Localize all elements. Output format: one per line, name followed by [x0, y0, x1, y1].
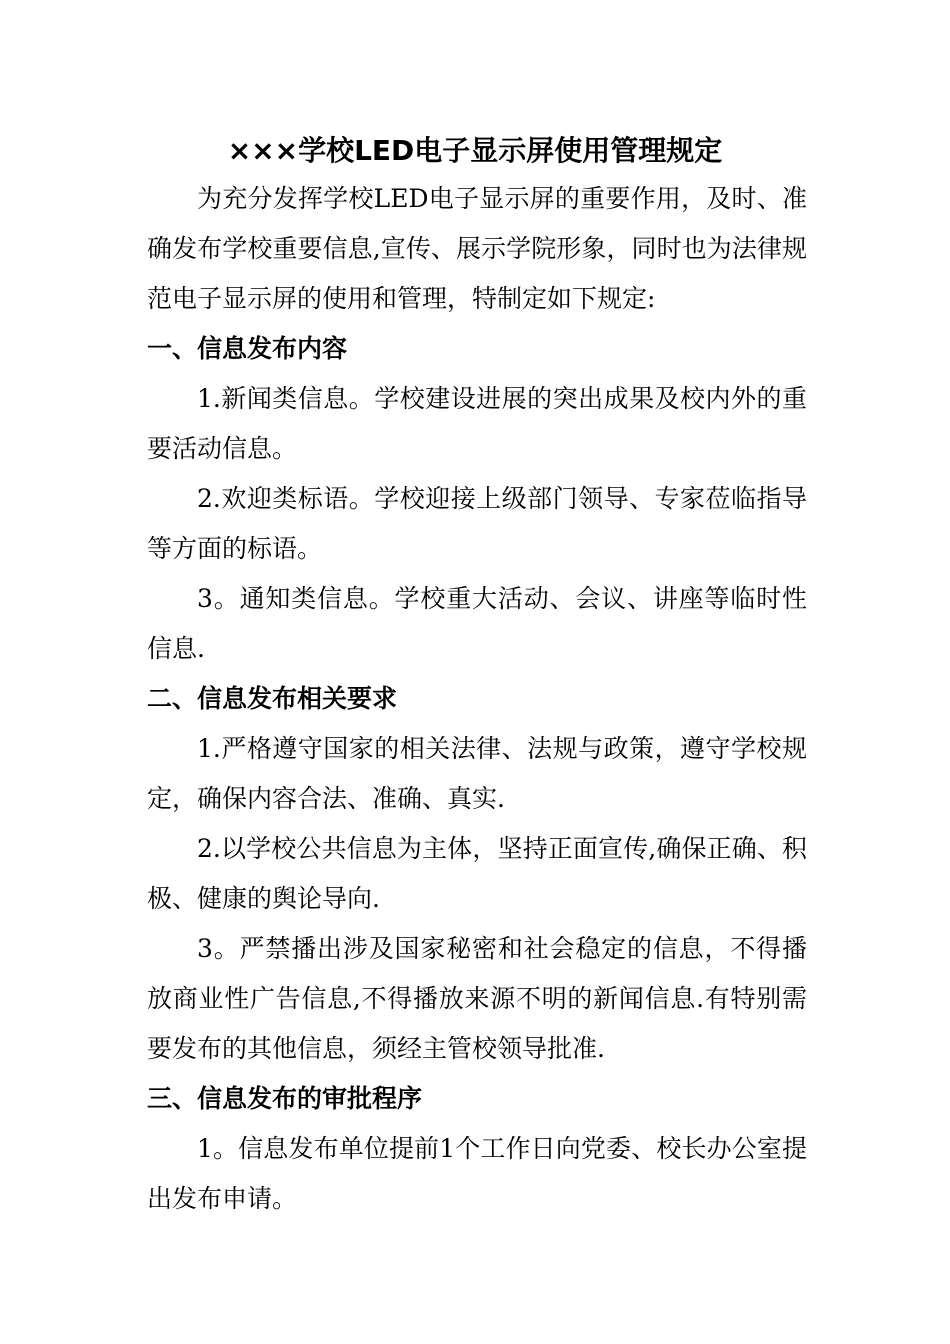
section-2-item-1: 1.严格遵守国家的相关法律、法规与政策，遵守学校规定，确保内容合法、准确、真实.	[147, 734, 807, 813]
document-body	[147, 174, 807, 1224]
section-2-item-2: 2.以学校公共信息为主体，坚持正面宣传,确保正确、积极、健康的舆论导向.	[147, 834, 807, 913]
section-1-item-2: 2.欢迎类标语。学校迎接上级部门领导、专家莅临指导等方面的标语。	[147, 484, 807, 563]
intro-paragraph: 为充分发挥学校LED电子显示屏的重要作用，及时、准确发布学校重要信息,宣传、展示学院形象，同时也为法律规范电子显示屏的使用和管理，特制定如下规定:	[147, 184, 807, 313]
section-heading-1: 一、信息发布内容	[147, 334, 348, 363]
document-title: ×××学校LED电子显示屏使用管理规定	[227, 134, 723, 167]
section-2-item-3: 3。严禁播出涉及国家秘密和社会稳定的信息，不得播放商业性广告信息,不得播放来源不明的新闻信息.有特别需要发布的其他信息，须经主管校领导批准.	[147, 934, 807, 1063]
section-1-item-3: 3。通知类信息。学校重大活动、会议、讲座等临时性信息.	[147, 584, 807, 663]
section-heading-2: 二、信息发布相关要求	[147, 684, 398, 713]
section-3-item-1: 1。信息发布单位提前1个工作日向党委、校长办公室提出发布申请。	[147, 1134, 807, 1213]
section-heading-3: 三、信息发布的审批程序	[147, 1084, 423, 1113]
section-1-item-1: 1.新闻类信息。学校建设进展的突出成果及校内外的重要活动信息。	[147, 384, 807, 463]
